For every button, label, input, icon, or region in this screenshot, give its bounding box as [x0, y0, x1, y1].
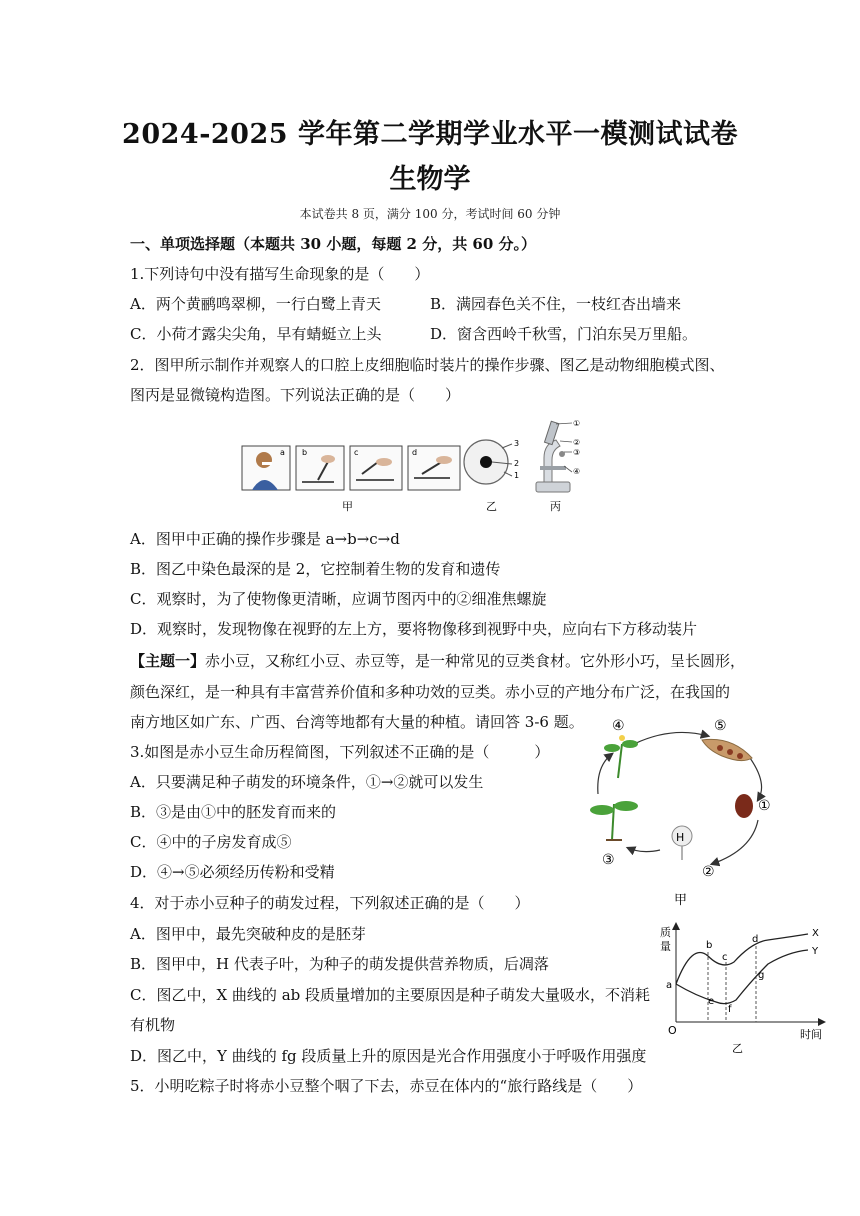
q4-option-c-line2: 有机物 [130, 1016, 176, 1034]
theme1-line2: 颜色深红，是一种具有丰富营养价值和多种功效的豆类。赤小豆的产地分布广泛，在我国的 [130, 683, 731, 701]
y-label-2: 量 [660, 940, 671, 953]
scope-label-1: ① [573, 419, 581, 428]
caption-bing: 丙 [550, 500, 561, 513]
point-g: g [758, 970, 765, 981]
curve-Y [676, 950, 808, 1004]
theme1-line1 [130, 651, 745, 671]
curve-X-label: X [812, 928, 819, 939]
caption-yi: 乙 [486, 500, 497, 513]
label-H: H [676, 831, 685, 844]
q3-option-d: D．④→⑤必须经历传粉和受精 [130, 863, 335, 881]
cell-label-1: 1 [514, 471, 520, 480]
q1-stem: 1.下列诗句中没有描写生命现象的是（ ） [130, 265, 430, 283]
point-e: e [708, 996, 715, 1007]
life-cycle-figure [572, 714, 782, 910]
mass-time-graph [656, 916, 832, 1056]
animal-cell-diagram [464, 439, 519, 513]
q2-option-d: D．观察时，发现物像在视野的左上方，要将物像移到视野中央，应向右下方移动装片 [130, 620, 698, 638]
theme1-tag: 【主题一】 [130, 652, 206, 670]
cell-label-3: 3 [514, 439, 520, 448]
q4-option-b: B．图甲中，H 代表子叶，为种子的萌发提供营养物质，后凋落 [130, 955, 549, 973]
q4-option-d: D．图乙中，Y 曲线的 fg 段质量上升的原因是光合作用强度小于呼吸作用强度 [130, 1047, 647, 1065]
theme1-line3: 南方地区如广东、广西、台湾等地都有大量的种植。请回答 3-6 题。 [130, 713, 584, 731]
step-b-panel [296, 446, 344, 490]
section-heading: 一、单项选择题（本题共 30 小题，每题 2 分，共 60 分。） [130, 235, 537, 253]
q2-option-a: A．图甲中正确的操作步骤是 a→b→c→d [130, 530, 400, 548]
label-a: a [280, 448, 285, 457]
exam-info: 本试卷共 8 页，满分 100 分，考试时间 60 分钟 [299, 207, 561, 221]
scope-label-4: ④ [573, 467, 581, 476]
step-c-panel [350, 446, 402, 490]
stage-1-label: ① [758, 798, 771, 814]
stage-4-label: ④ [612, 718, 625, 734]
x-label: 时间 [800, 1028, 822, 1041]
microscope-diagram [536, 419, 580, 513]
q2-option-b: B．图乙中染色最深的是 2，它控制着生物的发育和遗传 [130, 560, 501, 578]
point-b: b [706, 940, 713, 951]
caption-jia-lifecycle: 甲 [674, 893, 688, 908]
q3-option-b: B．③是由①中的胚发育而来的 [130, 803, 337, 821]
scope-label-3: ③ [573, 448, 581, 457]
q1-option-a: A．两个黄鹂鸣翠柳，一行白鹭上青天 [130, 295, 381, 313]
label-b: b [302, 448, 308, 457]
q4-option-c-line1: C．图乙中，X 曲线的 ab 段质量增加的主要原因是种子萌发大量吸水，不消耗 [130, 986, 651, 1004]
stage-5-label: ⑤ [714, 718, 727, 734]
q2-stem-line2: 图丙是显微镜构造图。下列说法正确的是（ ） [130, 386, 461, 404]
point-d: d [752, 934, 759, 945]
q3-option-c: C．④中的子房发育成⑤ [130, 833, 292, 851]
curve-X [676, 934, 808, 984]
y-label-1: 质 [660, 926, 671, 939]
red-bean-seed [735, 794, 753, 818]
step-d-panel [408, 446, 460, 490]
theme1-text1: 赤小豆，又称红小豆、赤豆等，是一种常见的豆类食材。它外形小巧，呈长圆形， [205, 652, 746, 670]
point-c: c [722, 952, 728, 963]
q4-option-a: A．图甲中，最先突破种皮的是胚芽 [130, 925, 366, 943]
q1-option-b: B．满园春色关不住，一枝红杏出墙来 [430, 295, 682, 313]
germinating-seed [672, 826, 692, 860]
q3-option-a: A．只要满足种子萌发的环境条件，①→②就可以发生 [130, 773, 484, 791]
stage-3-label: ③ [602, 852, 615, 868]
label-c: c [354, 448, 359, 457]
q1-option-d: D．窗含西岭千秋雪，门泊东吴万里船。 [430, 325, 698, 343]
q3-stem: 3.如图是赤小豆生命历程简图，下列叙述不正确的是（ ） [130, 743, 550, 761]
q4-stem: 4．对于赤小豆种子的萌发过程，下列叙述正确的是（ ） [130, 894, 530, 912]
subject-title: 生物学 [389, 164, 471, 195]
caption-yi-graph: 乙 [732, 1042, 743, 1055]
origin-label: O [668, 1024, 677, 1037]
step-a-panel [242, 446, 290, 490]
q5-stem: 5．小明吃粽子时将赤小豆整个咽了下去，赤豆在体内的“旅行路线是（ ） [130, 1077, 643, 1095]
q2-stem-line1: 2．图甲所示制作并观察人的口腔上皮细胞临时装片的操作步骤、图乙是动物细胞模式图、 [130, 356, 725, 374]
seedling [590, 801, 638, 840]
point-a: a [666, 980, 673, 991]
exam-title: 2024-2025 学年第二学期学业水平一模测试试卷 [122, 119, 738, 150]
cell-label-2: 2 [514, 459, 520, 468]
q1-option-c: C．小荷才露尖尖角，早有蜻蜓立上头 [130, 325, 382, 343]
q2-figure [238, 414, 598, 516]
caption-jia: 甲 [342, 500, 353, 513]
curve-Y-label: Y [812, 946, 819, 957]
stage-2-label: ② [702, 864, 715, 880]
q2-option-c: C．观察时，为了使物像更清晰，应调节图丙中的②细准焦螺旋 [130, 590, 547, 608]
seed-pod [702, 739, 752, 760]
label-d: d [412, 448, 418, 457]
scope-label-2: ② [573, 438, 581, 447]
point-f: f [728, 1004, 732, 1015]
